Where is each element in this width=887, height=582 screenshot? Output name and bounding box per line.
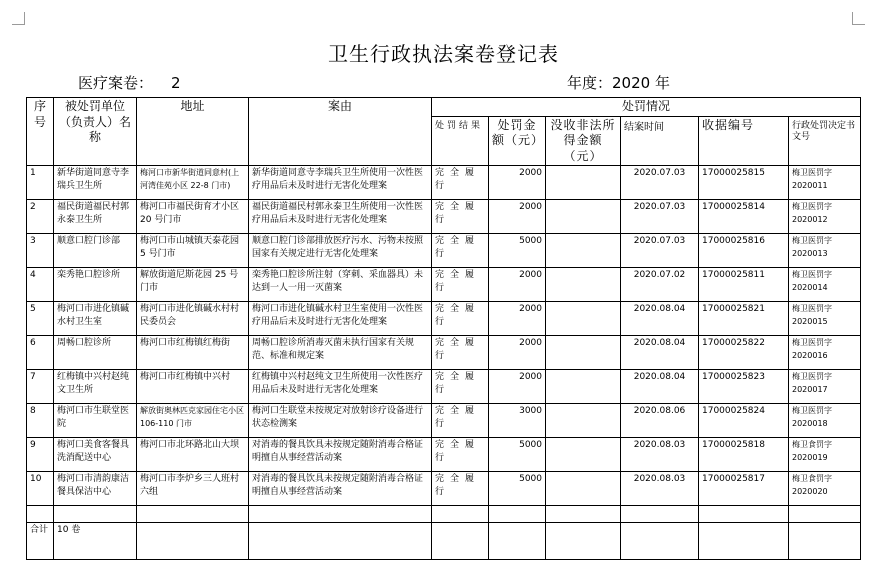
cell-index: 6 — [27, 336, 54, 370]
cell-cause: 对消毒的餐具饮具未按规定随附消毒合格证明擅自从事经营活动案 — [249, 438, 432, 472]
cell-index: 2 — [27, 200, 54, 234]
table-row — [27, 336, 861, 370]
cell-confiscated — [546, 302, 621, 336]
table-row — [27, 166, 861, 200]
cell-address: 解放街道尼斯花园 25 号门市 — [137, 268, 249, 302]
cell-entity: 新华街道同意寺李瑞兵卫生所 — [54, 166, 137, 200]
header-confiscated: 没收非法所得金额（元） — [546, 116, 621, 166]
cell-close-date: 2020.07.03 — [621, 200, 699, 234]
table-row — [27, 438, 861, 472]
volume-value: 2 — [171, 74, 181, 92]
cell-amount: 5000 — [489, 234, 546, 268]
cell-amount: 2000 — [489, 370, 546, 404]
cell-result: 完全履行 — [432, 472, 489, 506]
total-row — [27, 523, 861, 560]
table-row — [27, 472, 861, 506]
cell-index: 1 — [27, 166, 54, 200]
cell-receipt: 17000025823 — [699, 370, 789, 404]
cell-cause: 新华街道同意寺李瑞兵卫生所使用一次性医疗用品后未及时进行无害化处理案 — [249, 166, 432, 200]
header-index: 序号 — [27, 98, 54, 166]
total-value: 10 卷 — [54, 523, 137, 560]
cell-cause: 栾秀艳口腔诊所注射（穿刺、采血器具）未达到一人一用一灭菌案 — [249, 268, 432, 302]
cell-close-date: 2020.07.03 — [621, 234, 699, 268]
cell-result: 完全履行 — [432, 268, 489, 302]
cell-index: 7 — [27, 370, 54, 404]
header-situation: 处罚情况 — [432, 98, 861, 117]
cell-close-date: 2020.08.04 — [621, 302, 699, 336]
cell-close-date: 2020.08.04 — [621, 370, 699, 404]
cell-amount: 2000 — [489, 268, 546, 302]
page-corner-mark — [12, 12, 25, 25]
cell-doc-no: 梅卫医罚字2020011 — [789, 166, 861, 200]
cell-doc-no: 梅卫医罚字2020015 — [789, 302, 861, 336]
table-row — [27, 404, 861, 438]
cell-confiscated — [546, 472, 621, 506]
cell-entity: 顺意口腔门诊部 — [54, 234, 137, 268]
cell-index: 3 — [27, 234, 54, 268]
cell-result: 完全履行 — [432, 166, 489, 200]
cell-amount: 2000 — [489, 200, 546, 234]
document-title: 卫生行政执法案卷登记表 — [328, 42, 559, 66]
cell-doc-no: 梅卫医罚字2020018 — [789, 404, 861, 438]
cell-cause: 梅河口生联堂未按规定对放射诊疗设备进行状态检测案 — [249, 404, 432, 438]
cell-cause: 对消毒的餐具饮具未按规定随附消毒合格证明擅自从事经营活动案 — [249, 472, 432, 506]
cell-doc-no: 梅卫食罚字2020019 — [789, 438, 861, 472]
cell-cause: 梅河口市进化镇碱水村卫生室使用一次性医疗用品后未及时进行无害化处理案 — [249, 302, 432, 336]
cell-address: 梅河口市进化镇碱水村村民委员会 — [137, 302, 249, 336]
cell-confiscated — [546, 166, 621, 200]
cell-confiscated — [546, 438, 621, 472]
cell-address: 梅河口市福民街育才小区 20 号门市 — [137, 200, 249, 234]
cell-receipt: 17000025811 — [699, 268, 789, 302]
cell-address: 梅河口市红梅镇中兴村 — [137, 370, 249, 404]
cell-result: 完全履行 — [432, 404, 489, 438]
cell-entity: 栾秀艳口腔诊所 — [54, 268, 137, 302]
cell-address: 梅河口市红梅镇红梅街 — [137, 336, 249, 370]
cell-cause: 顺意口腔门诊部排放医疗污水、污物未按照国家有关规定进行无害化处理案 — [249, 234, 432, 268]
cell-address: 梅河口市山城镇天泰花园 5 号门市 — [137, 234, 249, 268]
header-cause: 案由 — [249, 98, 432, 166]
cell-index: 10 — [27, 472, 54, 506]
cell-close-date: 2020.08.04 — [621, 336, 699, 370]
volume-info — [78, 72, 181, 93]
cell-index: 8 — [27, 404, 54, 438]
cell-receipt: 17000025824 — [699, 404, 789, 438]
cell-result: 完全履行 — [432, 302, 489, 336]
volume-label: 医疗案卷： — [78, 74, 154, 92]
cell-address: 梅河口市李炉乡三人班村六组 — [137, 472, 249, 506]
cell-cause: 红梅镇中兴村赵纯文卫生所使用一次性医疗用品后未及时进行无害化处理案 — [249, 370, 432, 404]
cell-close-date: 2020.08.03 — [621, 438, 699, 472]
cell-close-date: 2020.07.02 — [621, 268, 699, 302]
cell-doc-no: 梅卫医罚字2020012 — [789, 200, 861, 234]
cell-entity: 梅河口美食客餐具洗消配送中心 — [54, 438, 137, 472]
total-label: 合计 — [27, 523, 54, 560]
cell-confiscated — [546, 370, 621, 404]
cell-confiscated — [546, 234, 621, 268]
table-row — [27, 200, 861, 234]
cell-confiscated — [546, 336, 621, 370]
cell-address: 梅河口市新华街道同意村(上河湾佳苑小区 22-8 门市) — [137, 166, 249, 200]
cell-entity: 梅河口市清韵康洁餐具保洁中心 — [54, 472, 137, 506]
cell-result: 完全履行 — [432, 200, 489, 234]
cell-amount: 2000 — [489, 302, 546, 336]
cell-confiscated — [546, 268, 621, 302]
header-amount: 处罚金额（元） — [489, 116, 546, 166]
cell-confiscated — [546, 404, 621, 438]
cell-receipt: 17000025816 — [699, 234, 789, 268]
cell-result: 完全履行 — [432, 234, 489, 268]
cell-close-date: 2020.08.06 — [621, 404, 699, 438]
table-row — [27, 302, 861, 336]
cell-entity: 周畅口腔诊所 — [54, 336, 137, 370]
cell-close-date: 2020.07.03 — [621, 166, 699, 200]
cell-result: 完全履行 — [432, 370, 489, 404]
cell-amount: 5000 — [489, 438, 546, 472]
cell-result: 完全履行 — [432, 438, 489, 472]
cell-entity: 梅河口市进化镇碱水村卫生室 — [54, 302, 137, 336]
cell-close-date: 2020.08.03 — [621, 472, 699, 506]
cell-doc-no: 梅卫医罚字2020014 — [789, 268, 861, 302]
header-receipt: 收据编号 — [699, 116, 789, 166]
cell-amount: 3000 — [489, 404, 546, 438]
cell-amount: 2000 — [489, 336, 546, 370]
header-doc-no: 行政处罚决定书文号 — [789, 116, 861, 166]
cell-entity: 福民街道福民村郭永泰卫生所 — [54, 200, 137, 234]
cell-cause: 福民街道福民村郭永泰卫生所使用一次性医疗用品后未及时进行无害化处理案 — [249, 200, 432, 234]
cell-amount: 5000 — [489, 472, 546, 506]
header-address: 地址 — [137, 98, 249, 166]
case-register-table — [26, 97, 861, 560]
table-row — [27, 234, 861, 268]
cell-receipt: 17000025818 — [699, 438, 789, 472]
cell-entity: 红梅镇中兴村赵纯文卫生所 — [54, 370, 137, 404]
cell-receipt: 17000025814 — [699, 200, 789, 234]
cell-receipt: 17000025815 — [699, 166, 789, 200]
page-corner-mark — [852, 12, 865, 25]
cell-doc-no: 梅卫医罚字2020016 — [789, 336, 861, 370]
header-result: 处罚结果 — [432, 116, 489, 166]
cell-index: 4 — [27, 268, 54, 302]
cell-receipt: 17000025821 — [699, 302, 789, 336]
cell-address: 解放街奥林匹克家园住宅小区 106-110 门市 — [137, 404, 249, 438]
cell-amount: 2000 — [489, 166, 546, 200]
cell-doc-no: 梅卫医罚字2020017 — [789, 370, 861, 404]
cell-address: 梅河口市北环路北山大坝 — [137, 438, 249, 472]
table-row — [27, 268, 861, 302]
table-row-empty — [27, 506, 861, 523]
header-close-date: 结案时间 — [621, 116, 699, 166]
header-entity: 被处罚单位（负责人）名称 — [54, 98, 137, 166]
cell-doc-no: 梅卫医罚字2020013 — [789, 234, 861, 268]
cell-receipt: 17000025817 — [699, 472, 789, 506]
year-info: 年度：2020 年 — [567, 74, 670, 92]
cell-doc-no: 梅卫食罚字2020020 — [789, 472, 861, 506]
cell-index: 9 — [27, 438, 54, 472]
cell-cause: 周畅口腔诊所消毒灭菌未执行国家有关规范、标准和规定案 — [249, 336, 432, 370]
table-row — [27, 370, 861, 404]
cell-confiscated — [546, 200, 621, 234]
cell-entity: 梅河口市生联堂医院 — [54, 404, 137, 438]
cell-receipt: 17000025822 — [699, 336, 789, 370]
cell-result: 完全履行 — [432, 336, 489, 370]
cell-index: 5 — [27, 302, 54, 336]
